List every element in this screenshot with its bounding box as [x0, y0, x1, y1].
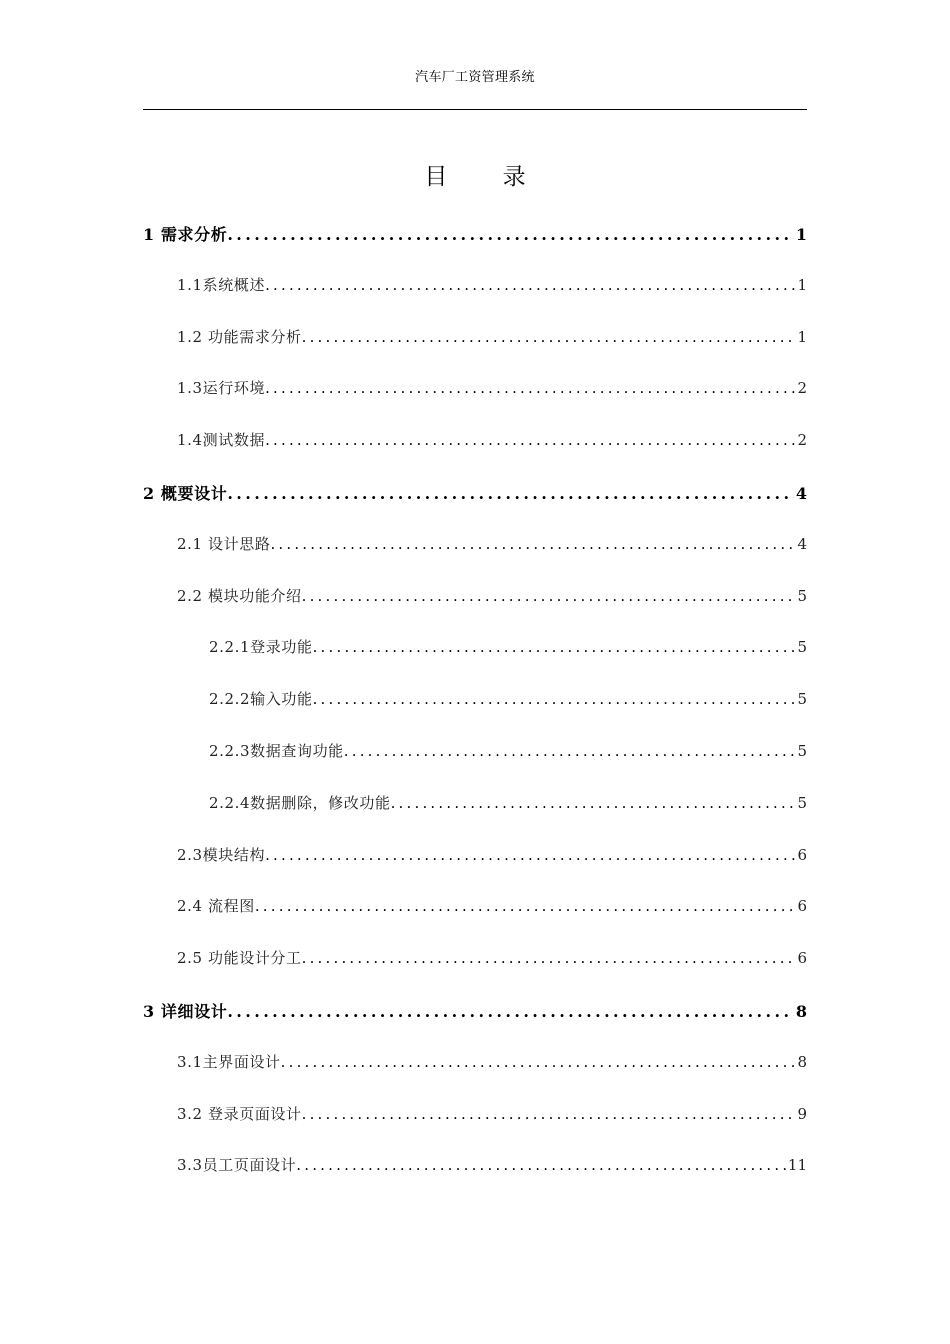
toc-leader-dots [265, 379, 795, 397]
toc-leader-dots [296, 1156, 786, 1174]
toc-leader-dots [302, 1105, 796, 1123]
toc-entry-label: 3.2 登录页面设计 [177, 1104, 302, 1123]
toc-entry-label: 2.5 功能设计分工 [177, 949, 302, 968]
toc-entry[interactable] [0, 260, 950, 312]
toc-entry-page: 11 [787, 1156, 807, 1175]
toc-leader-dots [265, 846, 795, 864]
toc-entry-label: 3.3员工页面设计 [177, 1156, 297, 1175]
toc-leader-dots [281, 1053, 796, 1071]
toc-entry-page: 6 [797, 845, 807, 864]
toc-entry[interactable] [0, 985, 950, 1037]
table-of-contents [0, 208, 950, 1192]
toc-entry-page: 6 [797, 949, 807, 968]
toc-leader-dots [313, 690, 796, 708]
toc-entry[interactable] [0, 778, 950, 830]
toc-leader-dots [302, 949, 796, 967]
toc-entry-page: 9 [797, 1104, 807, 1123]
toc-entry-label: 3.1主界面设计 [177, 1052, 281, 1071]
toc-entry-page: 1 [797, 327, 807, 346]
toc-leader-dots [302, 587, 796, 605]
toc-entry-page: 1 [797, 275, 807, 294]
toc-entry-page: 5 [797, 690, 807, 709]
toc-entry-label: 1 需求分析 [143, 225, 228, 244]
toc-entry-label: 2.2.2输入功能 [209, 690, 313, 709]
toc-entry-label: 2 概要设计 [143, 483, 228, 503]
toc-entry-page: 5 [797, 638, 807, 657]
toc-entry[interactable] [0, 1140, 950, 1192]
toc-entry-page: 8 [797, 1052, 807, 1071]
toc-entry-page: 6 [797, 897, 807, 916]
toc-entry[interactable] [0, 622, 950, 674]
toc-entry-page: 4 [795, 483, 807, 503]
toc-entry[interactable] [0, 415, 950, 467]
toc-leader-dots [265, 431, 795, 449]
toc-leader-dots [391, 794, 796, 812]
toc-entry-page: 5 [797, 586, 807, 605]
toc-entry-label: 2.1 设计思路 [177, 534, 271, 553]
toc-entry-page: 4 [797, 534, 807, 553]
toc-entry[interactable] [0, 363, 950, 415]
toc-entry[interactable] [0, 933, 950, 985]
toc-entry[interactable] [0, 674, 950, 726]
toc-entry[interactable] [0, 208, 950, 260]
toc-entry-label: 1.1系统概述 [177, 275, 266, 294]
toc-leader-dots [344, 742, 796, 760]
toc-entry-page: 8 [795, 1001, 807, 1021]
toc-leader-dots [302, 328, 796, 346]
toc-entry-label: 2.4 流程图 [177, 897, 255, 916]
toc-entry[interactable] [0, 881, 950, 933]
toc-entry-label: 2.2 模块功能介绍 [177, 586, 302, 605]
toc-entry-page: 1 [795, 225, 807, 244]
toc-entry-page: 2 [797, 431, 807, 450]
header-divider [143, 109, 807, 110]
toc-entry-page: 5 [797, 793, 807, 812]
toc-entry[interactable] [0, 312, 950, 364]
toc-entry[interactable] [0, 1037, 950, 1089]
toc-entry-label: 2.2.1登录功能 [209, 638, 313, 657]
toc-entry[interactable] [0, 571, 950, 623]
toc-entry[interactable] [0, 830, 950, 882]
toc-entry-label: 2.2.4数据删除，修改功能 [209, 793, 391, 812]
toc-entry[interactable] [0, 467, 950, 519]
toc-entry-label: 1.3运行环境 [177, 379, 266, 398]
toc-entry-label: 1.4测试数据 [177, 431, 266, 450]
toc-entry[interactable] [0, 519, 950, 571]
toc-entry-page: 2 [797, 379, 807, 398]
toc-leader-dots [227, 1002, 794, 1021]
toc-leader-dots [227, 225, 794, 244]
toc-entry-label: 3 详细设计 [143, 1001, 228, 1021]
toc-entry-label: 2.2.3数据查询功能 [209, 741, 344, 760]
toc-leader-dots [265, 276, 795, 294]
toc-entry[interactable] [0, 1089, 950, 1141]
page-header-title: 汽车厂工资管理系统 [415, 70, 535, 85]
toc-leader-dots [227, 484, 794, 503]
toc-leader-dots [270, 535, 795, 553]
toc-entry-page: 5 [797, 741, 807, 760]
toc-entry-label: 1.2 功能需求分析 [177, 327, 302, 346]
toc-entry[interactable] [0, 726, 950, 778]
toc-entry-label: 2.3模块结构 [177, 845, 266, 864]
toc-leader-dots [255, 897, 796, 915]
toc-leader-dots [313, 638, 796, 656]
toc-title: 目 录 [424, 164, 550, 190]
